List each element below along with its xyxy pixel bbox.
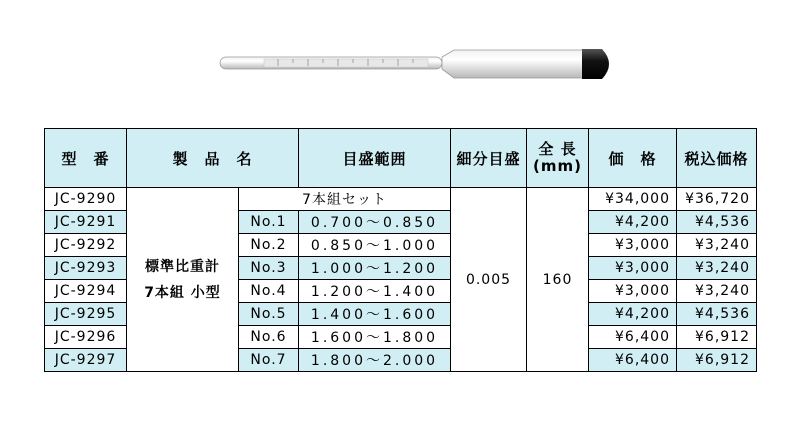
range-cell: 1.000～1.200 <box>299 257 451 280</box>
price-tax-cell: ¥6,912 <box>677 326 757 349</box>
price-cell: ¥4,200 <box>589 303 677 326</box>
price-cell: ¥34,000 <box>589 188 677 211</box>
price-tax-cell: ¥3,240 <box>677 280 757 303</box>
price-tax-cell: ¥4,536 <box>677 211 757 234</box>
price-tax-cell: ¥3,240 <box>677 234 757 257</box>
no-cell: No.5 <box>239 303 299 326</box>
range-cell: 0.850～1.000 <box>299 234 451 257</box>
division-cell: 0.005 <box>451 188 527 372</box>
no-cell: No.6 <box>239 326 299 349</box>
hydrometer-icon <box>218 40 618 88</box>
range-cell: 1.200～1.400 <box>299 280 451 303</box>
price-tax-cell: ¥4,536 <box>677 303 757 326</box>
header-price: 価 格 <box>589 129 677 188</box>
model-cell: JC-9294 <box>45 280 127 303</box>
price-cell: ¥3,000 <box>589 234 677 257</box>
no-cell: No.3 <box>239 257 299 280</box>
price-cell: ¥6,400 <box>589 349 677 372</box>
header-price-tax: 税込価格 <box>677 129 757 188</box>
header-length-label: 全 長 <box>538 140 577 158</box>
length-cell: 160 <box>527 188 589 372</box>
model-cell: JC-9292 <box>45 234 127 257</box>
no-cell: No.1 <box>239 211 299 234</box>
header-length-unit: (mm) <box>533 157 582 175</box>
model-cell: JC-9291 <box>45 211 127 234</box>
model-cell: JC-9293 <box>45 257 127 280</box>
price-tax-cell: ¥3,240 <box>677 257 757 280</box>
model-cell: JC-9297 <box>45 349 127 372</box>
range-cell: 0.700～0.850 <box>299 211 451 234</box>
price-tax-cell: ¥6,912 <box>677 349 757 372</box>
price-cell: ¥6,400 <box>589 326 677 349</box>
header-range: 目盛範囲 <box>299 129 451 188</box>
range-cell: 1.400～1.600 <box>299 303 451 326</box>
product-name-line1: 標準比重計 <box>145 258 220 275</box>
model-cell: JC-9290 <box>45 188 127 211</box>
header-division: 細分目盛 <box>451 129 527 188</box>
header-row <box>45 129 757 188</box>
spec-table <box>44 128 757 372</box>
header-length <box>527 129 589 188</box>
price-cell: ¥3,000 <box>589 280 677 303</box>
no-cell: No.4 <box>239 280 299 303</box>
model-cell: JC-9295 <box>45 303 127 326</box>
header-model: 型 番 <box>45 129 127 188</box>
range-cell: 1.600～1.800 <box>299 326 451 349</box>
header-product-name: 製 品 名 <box>127 129 299 188</box>
product-name-line2: 7本組 小型 <box>144 284 221 301</box>
no-cell: No.2 <box>239 234 299 257</box>
no-cell: No.7 <box>239 349 299 372</box>
price-cell: ¥4,200 <box>589 211 677 234</box>
table-row <box>45 188 757 211</box>
set-label-cell: 7本組セット <box>239 188 451 211</box>
price-tax-cell: ¥36,720 <box>677 188 757 211</box>
range-cell: 1.800～2.000 <box>299 349 451 372</box>
product-name-cell <box>127 188 239 372</box>
price-cell: ¥3,000 <box>589 257 677 280</box>
model-cell: JC-9296 <box>45 326 127 349</box>
